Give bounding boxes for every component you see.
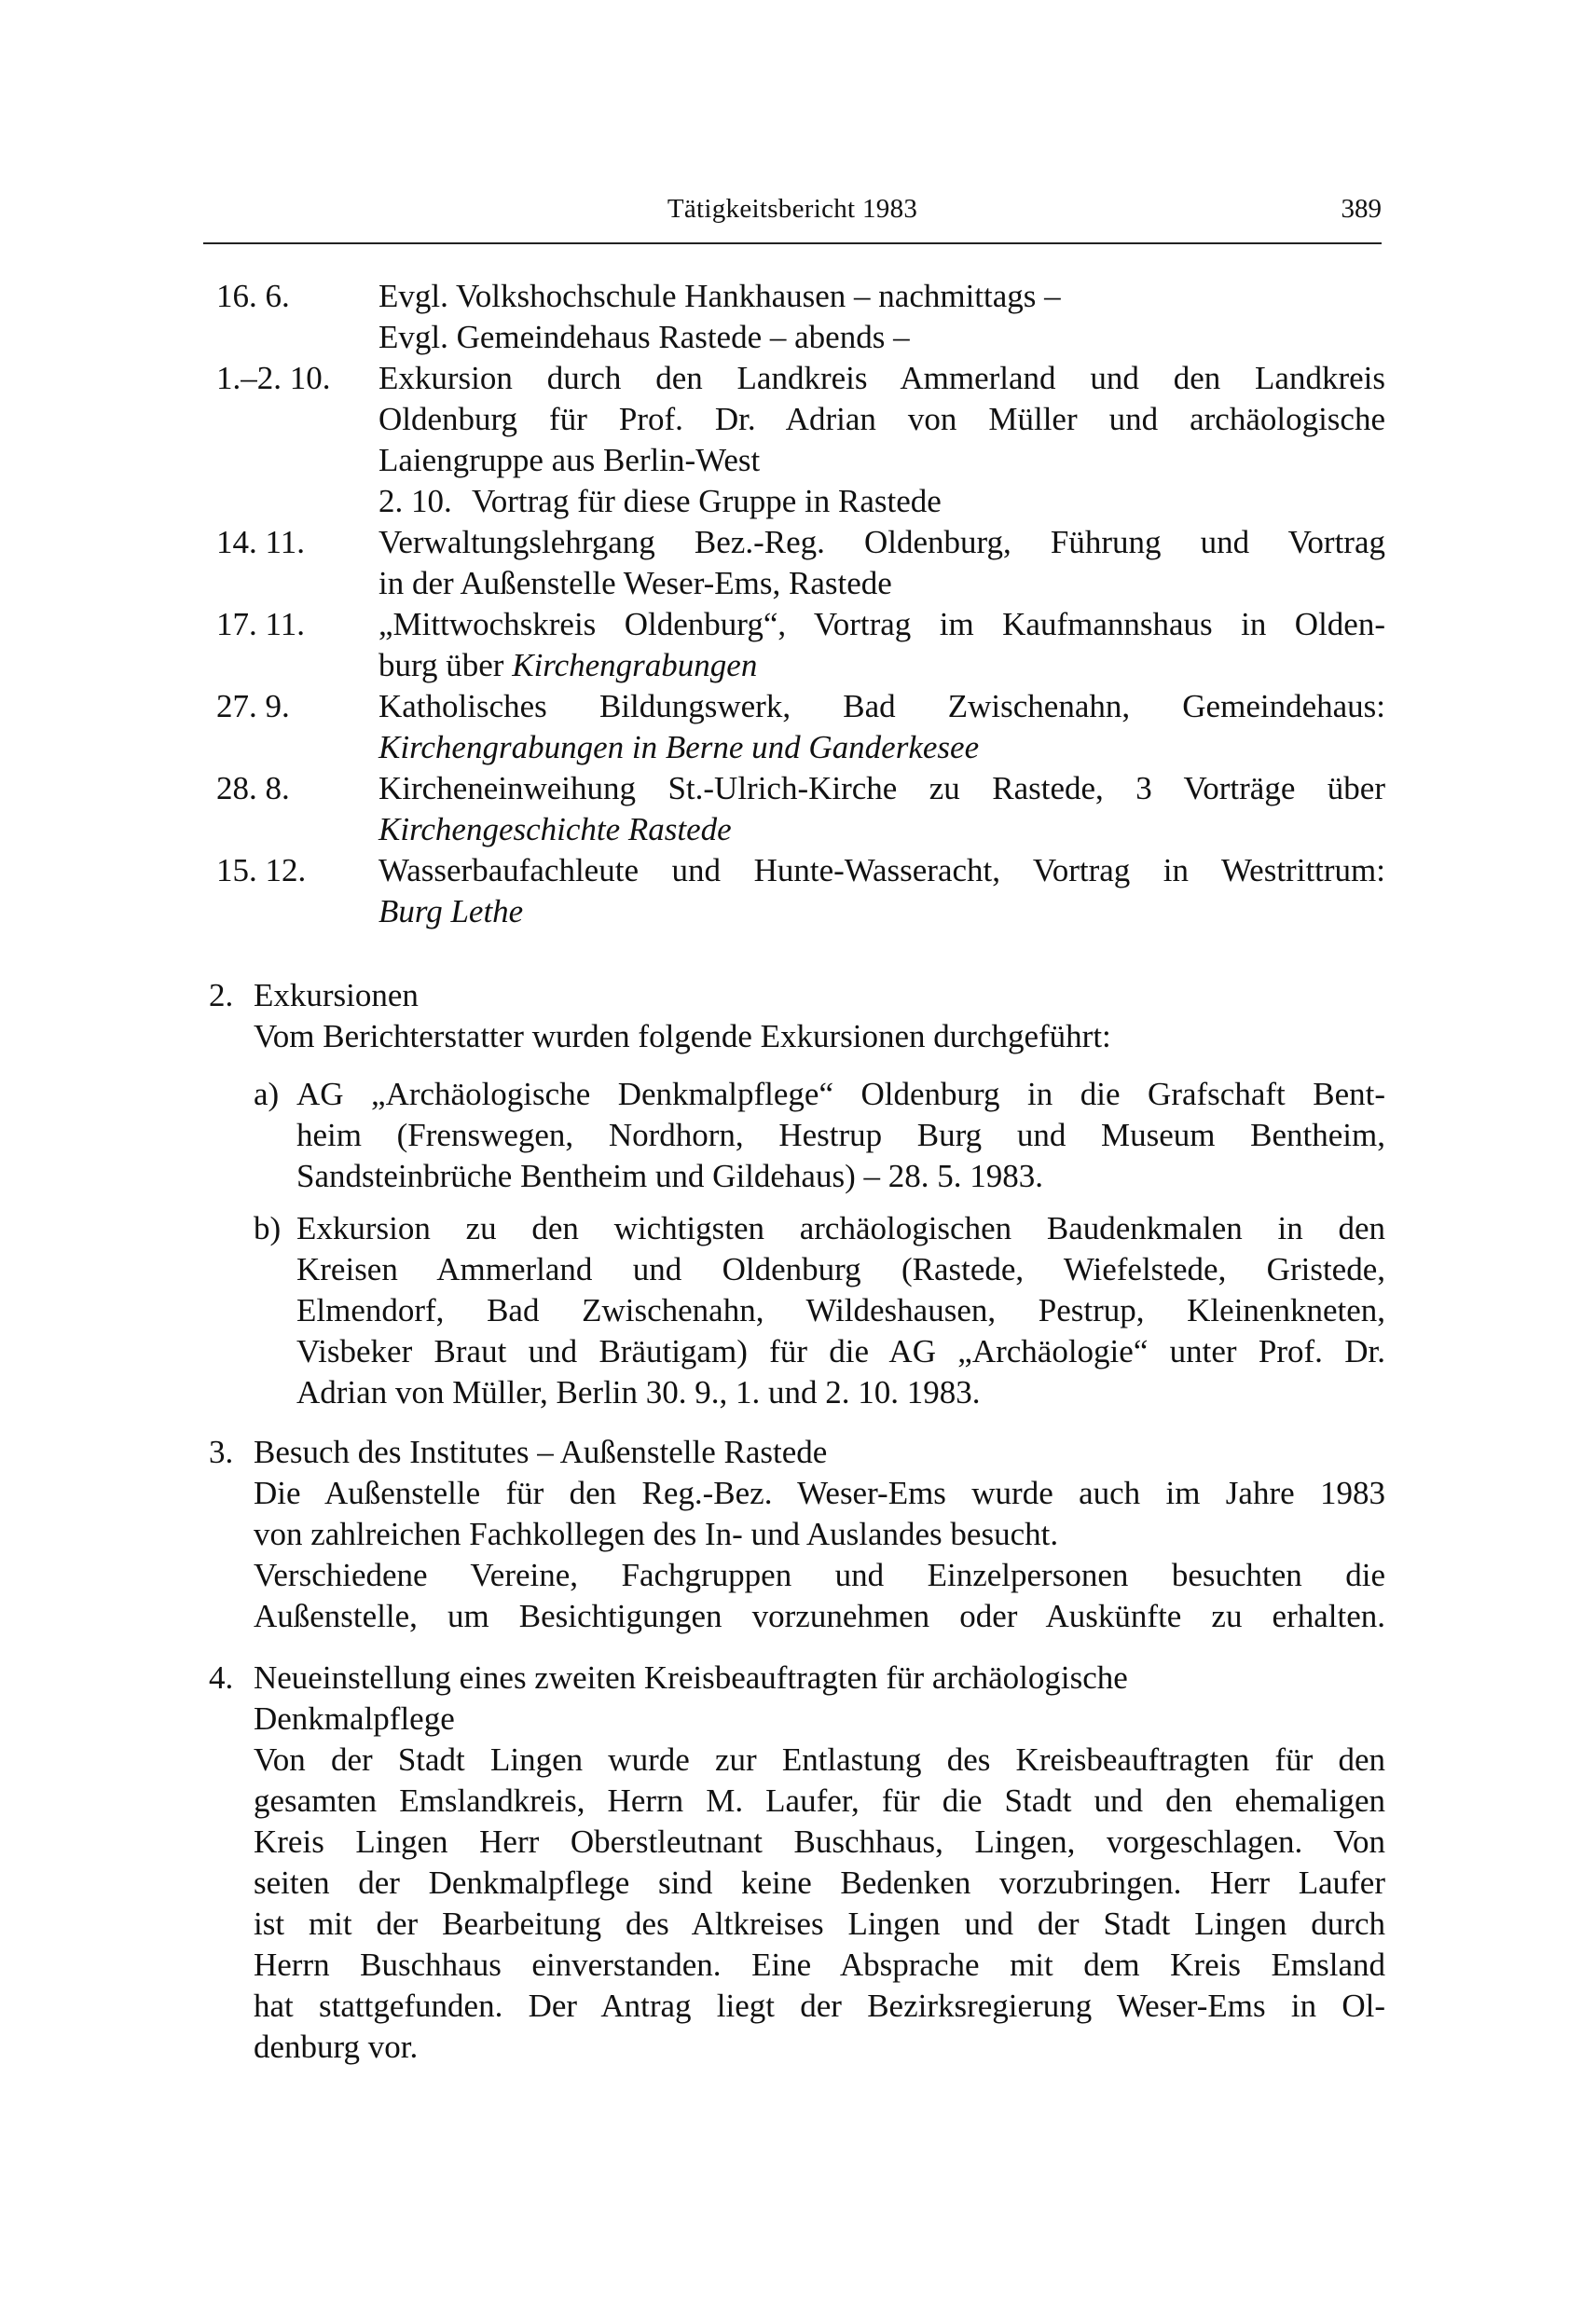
- event-text-line: [378, 645, 1385, 686]
- body-line: gesamten Emslandkreis, Herrn M. Laufer, für die Stadt und den ehemaligen: [254, 1782, 1385, 1819]
- heading-line: Denkmalpflege: [254, 1700, 455, 1737]
- body-line: hat stattgefunden. Der Antrag liegt der Bezirksregierung Weser-Ems in Ol-: [254, 1988, 1385, 2024]
- event-date: 2. 10.: [378, 483, 452, 519]
- item-text-line: heim (Frenswegen, Nordhorn, Hestrup Burg und Museum Bentheim,: [296, 1117, 1385, 1153]
- event-topic: Burg Lethe: [378, 893, 524, 929]
- event-topic: Kirchengrabungen in Berne und Ganderkesee: [378, 729, 980, 765]
- section-number: 4.: [209, 1659, 234, 1696]
- event-topic: Kirchengrabungen: [512, 647, 758, 683]
- item-text-line: Kreisen Ammerland und Oldenburg (Rastede, Wiefelstede, Gristede,: [296, 1251, 1385, 1287]
- header-title: Tätigkeitsbericht 1983: [667, 194, 918, 224]
- event-text-line: Kircheneinweihung St.-Ulrich-Kirche zu Rastede, 3 Vorträge über: [378, 770, 1385, 806]
- body-line: Außenstelle, um Besichtigungen vorzunehmen oder Auskünfte zu erhalten.: [254, 1598, 1385, 1634]
- event-text: burg über: [378, 647, 504, 683]
- event-date: 27. 9.: [216, 688, 290, 724]
- event-text-line: Exkursion durch den Landkreis Ammerland und den Landkreis: [378, 360, 1385, 396]
- body-line: Die Außenstelle für den Reg.-Bez. Weser-Ems wurde auch im Jahre 1983: [254, 1475, 1385, 1511]
- event-text-line: Oldenburg für Prof. Dr. Adrian von Müller und archäologische: [378, 401, 1385, 437]
- item-text-line: AG „Archäologische Denkmalpflege“ Oldenburg in die Grafschaft Bent-: [296, 1076, 1385, 1112]
- body-line: denburg vor.: [254, 2029, 419, 2065]
- item-letter: a): [254, 1076, 280, 1112]
- item-text-line: Visbeker Braut und Bräutigam) für die AG „Archäologie“ unter Prof. Dr.: [296, 1333, 1385, 1369]
- event-date: 15. 12.: [216, 852, 307, 888]
- event-text-line: Laiengruppe aus Berlin-West: [378, 442, 761, 478]
- event-date: 28. 8.: [216, 770, 290, 806]
- section-number: 2.: [209, 977, 234, 1013]
- section-heading: Besuch des Institutes – Außenstelle Rastede: [254, 1434, 828, 1470]
- body-line: seiten der Denkmalpflege sind keine Bedenken vorzubringen. Herr Laufer: [254, 1865, 1385, 1901]
- body-line: Herrn Buschhaus einverstanden. Eine Absprache mit dem Kreis Emsland: [254, 1947, 1385, 1983]
- section-number: 3.: [209, 1434, 234, 1470]
- event-text-line: „Mittwochskreis Oldenburg“, Vortrag im Kaufmannshaus in Olden-: [378, 606, 1385, 642]
- event-text-line: in der Außenstelle Weser-Ems, Rastede: [378, 565, 892, 601]
- event-date: 17. 11.: [216, 606, 305, 642]
- event-text-line: Evgl. Gemeindehaus Rastede – abends –: [378, 319, 910, 355]
- excursion-item: [296, 1074, 1385, 1197]
- excursion-item: [296, 1208, 1385, 1413]
- body-line: von zahlreichen Fachkollegen des In- und Auslandes besucht.: [254, 1516, 1059, 1552]
- event-date: 16. 6.: [216, 278, 290, 314]
- event-date: 14. 11.: [216, 524, 305, 560]
- item-text-line: Exkursion zu den wichtigsten archäologischen Baudenkmalen in den: [296, 1210, 1385, 1246]
- item-text-line: Adrian von Müller, Berlin 30. 9., 1. und 2. 10. 1983.: [296, 1374, 981, 1411]
- body-line: Kreis Lingen Herr Oberstleutnant Buschhaus, Lingen, vorgeschlagen. Von: [254, 1823, 1385, 1860]
- section-intro: Vom Berichterstatter wurden folgende Exkursionen durchgeführt:: [254, 1018, 1111, 1054]
- event-text-line: Katholisches Bildungswerk, Bad Zwischenahn, Gemeindehaus:: [378, 688, 1385, 724]
- event-text-line: Evgl. Volkshochschule Hankhausen – nachmittags –: [378, 278, 1061, 314]
- item-text-line: Elmendorf, Bad Zwischenahn, Wildeshausen, Pestrup, Kleinenkneten,: [296, 1292, 1385, 1328]
- running-header: [203, 190, 1382, 244]
- event-text-line: Wasserbaufachleute und Hunte-Wasseracht, Vortrag in Westrittrum:: [378, 852, 1385, 888]
- section-heading: [254, 1658, 1385, 1740]
- section-body: [254, 1473, 1385, 1637]
- body-line: Verschiedene Vereine, Fachgruppen und Einzelpersonen besuchten die: [254, 1557, 1385, 1593]
- item-letter: b): [254, 1210, 282, 1246]
- section-body: [254, 1740, 1385, 2068]
- event-text-line: Vortrag für diese Gruppe in Rastede: [472, 483, 942, 519]
- section-heading: Exkursionen: [254, 977, 419, 1013]
- body-line: ist mit der Bearbeitung des Altkreises Lingen und der Stadt Lingen durch: [254, 1906, 1385, 1942]
- body-line: Von der Stadt Lingen wurde zur Entlastung des Kreisbeauftragten für den: [254, 1741, 1385, 1778]
- heading-line: Neueinstellung eines zweiten Kreisbeauftragten für archäologische: [254, 1659, 1128, 1696]
- page-number: 389: [1341, 194, 1382, 224]
- event-date: 1.–2. 10.: [216, 360, 331, 396]
- event-text-line: Verwaltungslehrgang Bez.-Reg. Oldenburg, Führung und Vortrag: [378, 524, 1385, 560]
- item-text-line: Sandsteinbrüche Bentheim und Gildehaus) – 28. 5. 1983.: [296, 1158, 1043, 1194]
- event-topic: Kirchengeschichte Rastede: [378, 811, 732, 847]
